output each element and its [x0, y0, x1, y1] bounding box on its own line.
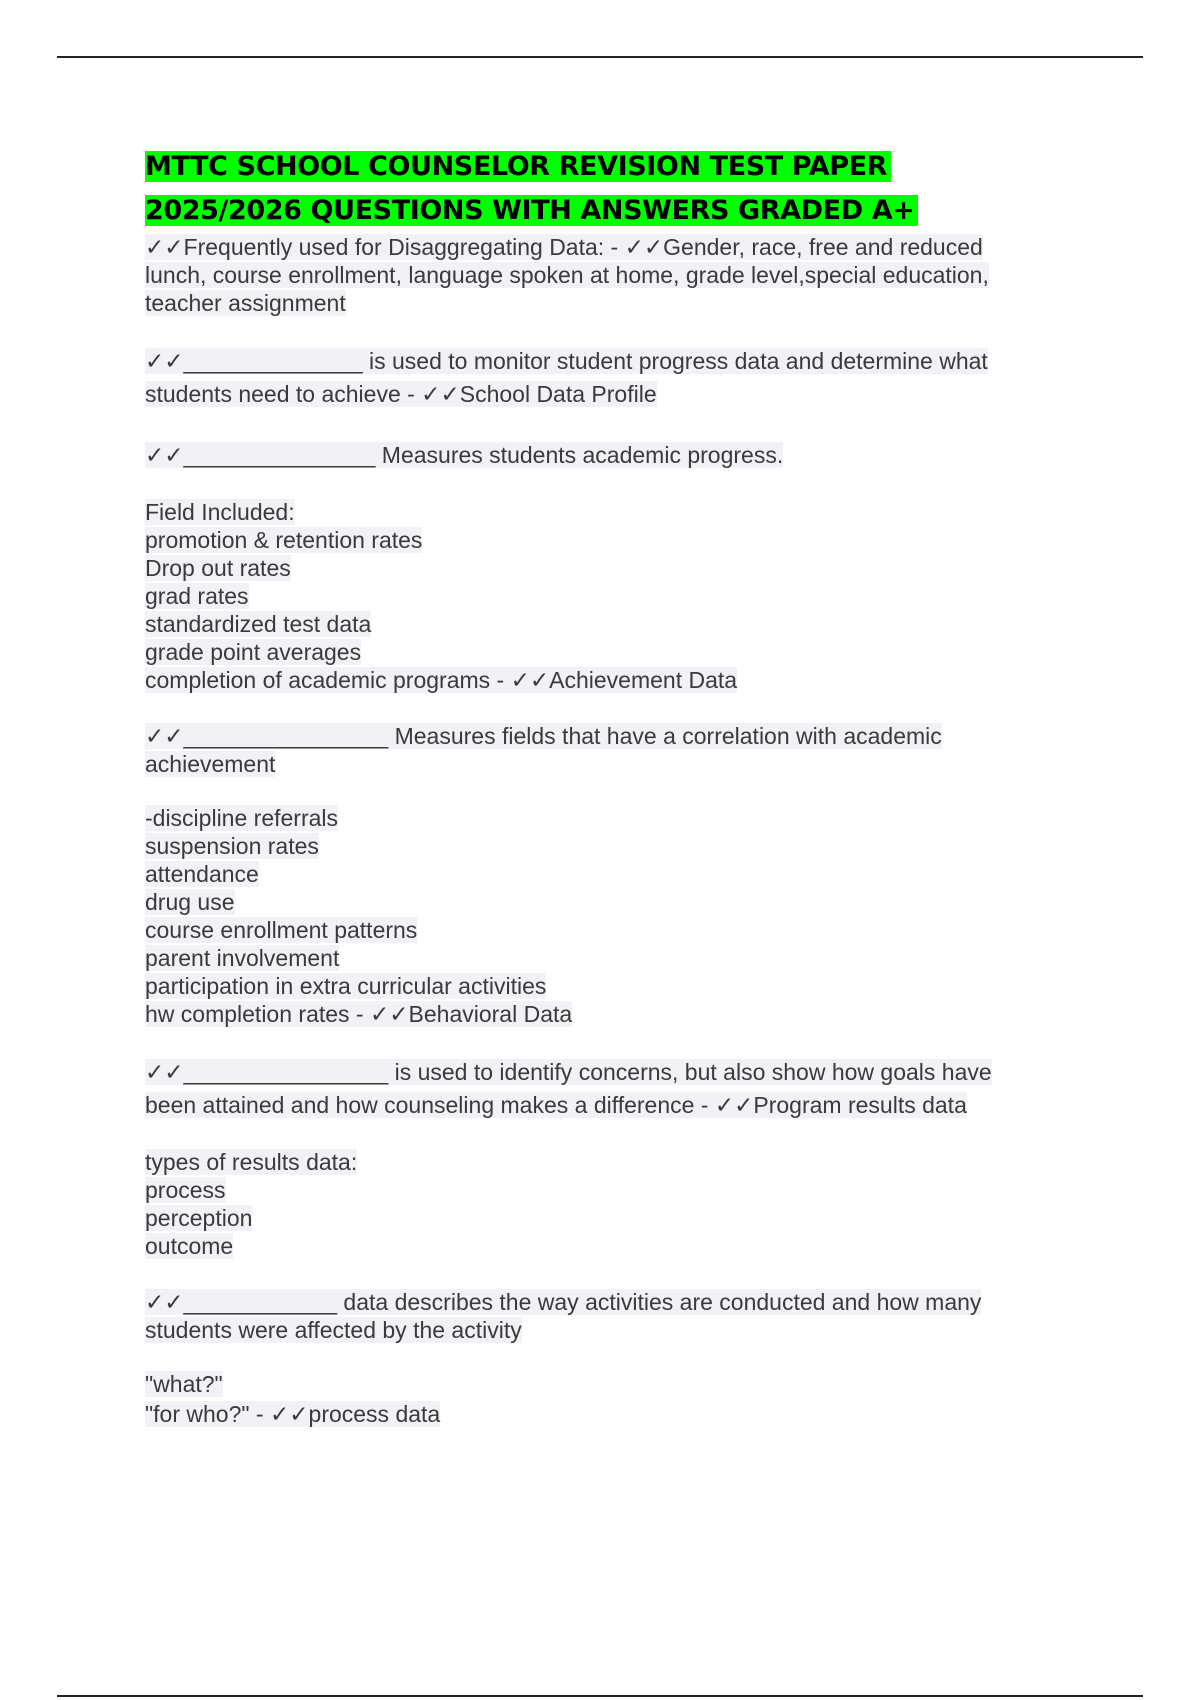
list-item: drug use [145, 889, 235, 915]
qa-item-2 [145, 345, 1045, 411]
list-item: Field Included: [145, 499, 295, 525]
list-item: suspension rates [145, 833, 319, 859]
document-body [145, 145, 1045, 1431]
list-item: "for who?" - ✓✓process data [145, 1401, 441, 1427]
list-item: perception [145, 1205, 253, 1231]
qa-item-4-line-2: achievement [145, 751, 276, 777]
list-item: -discipline referrals [145, 805, 339, 831]
list-item: hw completion rates - ✓✓Behavioral Data [145, 1001, 573, 1027]
qa-list [145, 233, 1045, 1431]
list-item: outcome [145, 1233, 234, 1259]
qa-item-5-line-1: ✓✓________________ is used to identify concerns, but also show how goals have [145, 1059, 992, 1085]
list-item: parent involvement [145, 945, 340, 971]
qa-item-2-line-1: ✓✓______________ is used to monitor student progress data and determine what [145, 348, 988, 374]
qa-item-4 [145, 722, 1045, 778]
list-item: attendance [145, 861, 259, 887]
header-rule [57, 56, 1143, 58]
qa-item-1 [145, 233, 1045, 317]
list-item: process [145, 1177, 226, 1203]
list-item: standardized test data [145, 611, 372, 637]
qa-item-3 [145, 439, 1045, 472]
document-title [145, 145, 1045, 233]
list-item: grad rates [145, 583, 249, 609]
qa-item-6-prompts [145, 1370, 1045, 1431]
qa-item-4-fields [145, 804, 1045, 1028]
list-item: promotion & retention rates [145, 527, 423, 553]
title-line-1: MTTC SCHOOL COUNSELOR REVISION TEST PAPER [145, 151, 891, 182]
qa-item-1-text: ✓✓Frequently used for Disaggregating Data: - ✓✓Gender, race, free and reduced lunch, course enrollment, language spoken at home, grade level,special education, teacher assignment [145, 234, 989, 316]
list-item: course enrollment patterns [145, 917, 418, 943]
list-item: participation in extra curricular activities [145, 973, 547, 999]
footer-rule [57, 1695, 1143, 1697]
qa-item-5-line-2: been attained and how counseling makes a difference - ✓✓Program results data [145, 1092, 967, 1118]
list-item: "what?" [145, 1371, 223, 1397]
list-item: Drop out rates [145, 555, 291, 581]
qa-item-5 [145, 1056, 1045, 1122]
qa-item-3-fields [145, 498, 1045, 694]
qa-item-4-line-1: ✓✓________________ Measures fields that have a correlation with academic [145, 723, 942, 749]
qa-item-3-question: ✓✓_______________ Measures students academic progress. [145, 442, 784, 468]
list-item: grade point averages [145, 639, 362, 665]
qa-item-6 [145, 1288, 1045, 1344]
qa-item-5-types [145, 1148, 1045, 1260]
qa-item-2-line-2: students need to achieve - ✓✓School Data Profile [145, 381, 657, 407]
title-line-2: 2025/2026 QUESTIONS WITH ANSWERS GRADED A+ [145, 195, 918, 226]
list-item: completion of academic programs - ✓✓Achievement Data [145, 667, 738, 693]
qa-item-6-line-2: students were affected by the activity [145, 1317, 522, 1343]
qa-item-6-line-1: ✓✓____________ data describes the way activities are conducted and how many [145, 1289, 982, 1315]
list-item: types of results data: [145, 1149, 358, 1175]
